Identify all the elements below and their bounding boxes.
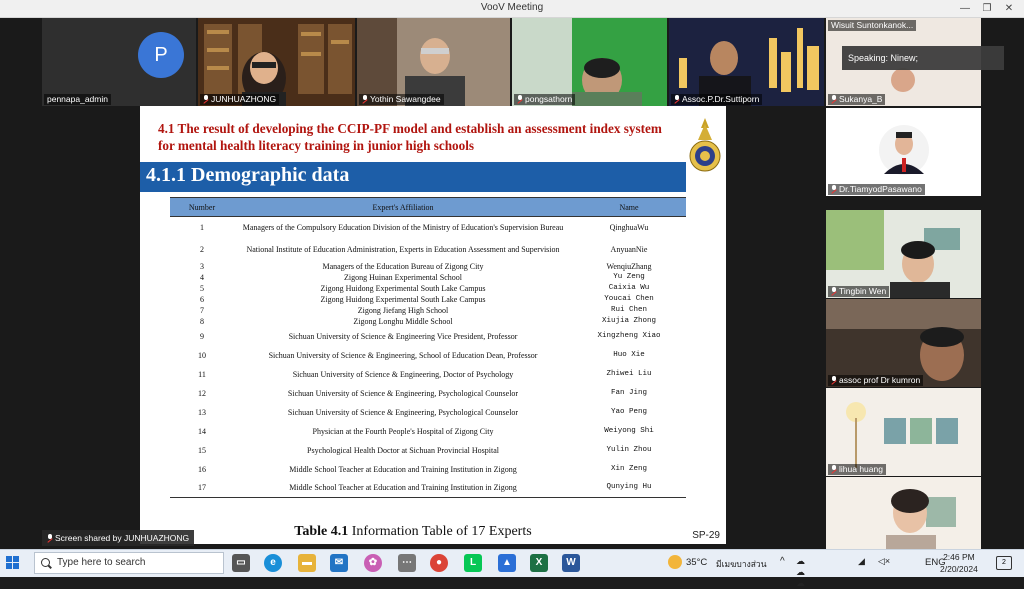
cell-number: 3 (200, 261, 204, 271)
table-row (170, 294, 686, 305)
word-icon[interactable]: W (562, 554, 580, 572)
section-bar (140, 162, 686, 192)
cell-number: 4 (200, 272, 204, 282)
cell-affiliation: National Institute of Education Administration, Experts in Education Assessment and Supervision (246, 245, 560, 254)
cell-affiliation: Middle School Teacher at Education and Training Institution in Zigong (289, 464, 517, 474)
mic-muted-icon (203, 95, 209, 103)
screen-share-indicator[interactable]: Screen shared by JUNHUAZHONG (42, 530, 194, 546)
participant-tile-junhuazhong[interactable] (198, 18, 355, 106)
window-title-bar (0, 0, 1024, 18)
col-number: Number (170, 198, 234, 217)
avatar: P (138, 32, 184, 78)
participant-name: Sukanya_B (828, 94, 885, 105)
cell-affiliation: Sichuan University of Science & Engineering, Psychological Counselor (287, 407, 519, 417)
cell-number: 13 (198, 407, 206, 417)
excel-icon[interactable]: X (530, 554, 548, 572)
participant-name: Tingbin Wen (828, 286, 889, 297)
mic-muted-icon (517, 95, 523, 103)
cell-name: Zhiwei Liu (606, 369, 652, 378)
table-row (170, 441, 686, 460)
input-language[interactable]: ENG (925, 557, 946, 568)
tray-app-icon[interactable]: ☁☁☁ (796, 556, 805, 588)
participant-tile-yothin[interactable] (357, 18, 510, 106)
cell-affiliation: Zigong Jiefang High School (357, 305, 449, 315)
mic-muted-icon (674, 95, 680, 103)
cell-number: 15 (198, 445, 206, 455)
table-row (170, 384, 686, 403)
clock-date: 2/20/2024 (940, 564, 978, 574)
cell-affiliation: Zigong Longhu Middle School (353, 316, 453, 326)
start-button[interactable] (6, 556, 20, 570)
mic-muted-icon (831, 465, 837, 473)
cell-name: Qunying Hu (572, 479, 686, 498)
cell-affiliation: Zigong Huidong Experimental South Lake Campus (320, 294, 486, 304)
cell-number: 14 (198, 426, 206, 436)
section-title: 4.1.1 Demographic data (146, 164, 350, 186)
participant-name: pennapa_admin (44, 94, 111, 105)
col-affiliation: Expert's Affiliation (234, 198, 572, 217)
line-icon[interactable]: L (464, 554, 482, 572)
participant-name: Assoc.P.Dr.Suttiporn (671, 94, 762, 105)
speaking-indicator: Speaking: Ninew; (842, 46, 1004, 70)
cell-number: 8 (200, 316, 204, 326)
close-button[interactable]: ✕ (1004, 3, 1014, 14)
video-frame (357, 18, 510, 106)
cell-number: 1 (200, 223, 204, 233)
participant-name: assoc prof Dr kumron (828, 375, 923, 386)
chevron-up-icon[interactable]: ^ (780, 556, 785, 567)
col-name: Name (572, 198, 686, 217)
shared-screen (140, 106, 726, 544)
voov-meeting-icon[interactable]: ▲ (498, 554, 516, 572)
weather-temperature[interactable]: 35°C (686, 557, 708, 568)
cell-affiliation: Psychological Health Doctor at Sichuan Provincial Hospital (307, 445, 499, 455)
cell-name: AnyuanNie (610, 245, 648, 254)
table-row (170, 316, 686, 327)
cell-name: Youcai Chen (604, 294, 654, 303)
cell-affiliation: Sichuan University of Science & Engineering, Psychological Counselor (287, 388, 519, 398)
app-icon[interactable]: ✿ (364, 554, 382, 572)
cell-name: Xin Zeng (610, 464, 647, 473)
cell-number: 17 (170, 479, 234, 498)
cell-number: 2 (200, 245, 204, 254)
participant-name: Yothin Sawangdee (359, 94, 444, 105)
participant-tile-tiamyod[interactable] (826, 108, 981, 196)
cell-name: Huo Xie (613, 350, 645, 359)
cell-name: Weiyong Shi (604, 426, 654, 435)
cell-affiliation: Managers of the Education Bureau of Zigong City (322, 261, 484, 271)
window-title: VooV Meeting (480, 2, 544, 13)
cell-affiliation: Sichuan University of Science & Engineering Vice President, Professor (288, 331, 518, 341)
participant-tile-kumron[interactable] (826, 299, 981, 387)
university-seal-icon (688, 116, 722, 178)
cell-number: 7 (200, 305, 204, 315)
participant-tile-pongsathorn[interactable] (512, 18, 667, 106)
table-row (170, 327, 686, 346)
mic-muted-icon (362, 95, 368, 103)
cell-name: Fan Jing (610, 388, 647, 397)
participant-name: JUNHUAZHONG (200, 94, 279, 105)
cell-affiliation: Zigong Huinan Experimental School (344, 272, 462, 282)
cell-number: 10 (198, 350, 206, 360)
taskbar-clock[interactable] (940, 551, 978, 575)
cell-name: WenqiuZhang (606, 261, 652, 271)
taskbar-search[interactable]: Type here to search (34, 552, 224, 574)
cell-name: Yao Peng (610, 407, 647, 416)
cell-number: 6 (200, 294, 204, 304)
cell-number: 12 (198, 388, 206, 398)
table-row (170, 346, 686, 365)
minimize-button[interactable]: — (960, 3, 970, 14)
windows-taskbar (0, 549, 1024, 588)
cell-affiliation: Physician at the Fourth People's Hospital of Zigong City (312, 426, 494, 436)
video-frame (826, 299, 981, 387)
restore-button[interactable]: ❐ (982, 3, 992, 14)
participant-name: Wisuit Suntonkanok... (828, 20, 916, 31)
mic-muted-icon (47, 534, 53, 542)
table-row (170, 422, 686, 441)
page-label: SP-29 (692, 530, 720, 541)
network-icon[interactable]: ◢ (858, 556, 865, 566)
video-frame (826, 108, 981, 196)
table-row (170, 460, 686, 479)
participant-tile-suttiporn[interactable] (669, 18, 824, 106)
participant-tile-pennapa[interactable] (42, 18, 196, 106)
participant-name: lihua huang (828, 464, 886, 475)
cell-name: Rui Chen (610, 305, 647, 314)
cell-affiliation: Middle School Teacher at Education and Training Institution in Zigong (234, 479, 572, 498)
task-view-icon[interactable]: ▭ (232, 554, 250, 572)
participant-tile-lihua[interactable] (826, 388, 981, 476)
mic-muted-icon (831, 95, 837, 103)
experts-table (170, 197, 686, 498)
app-icon[interactable]: ⋯ (398, 554, 416, 572)
video-frame (826, 477, 981, 549)
cell-name: QinghuaWu (609, 223, 649, 233)
cell-name: Xingzheng Xiao (597, 331, 661, 340)
mic-muted-icon (831, 287, 837, 295)
mic-muted-icon (831, 185, 837, 193)
cell-name: Yu Zeng (613, 272, 645, 281)
cell-affiliation: Managers of the Compulsory Education Division of the Ministry of Education's Supervision Bureau (242, 223, 564, 233)
table-caption: Table 4.1 Information Table of 17 Experts (294, 524, 532, 539)
video-frame (512, 18, 667, 106)
weather-icon[interactable] (668, 555, 682, 569)
table-row (170, 239, 686, 261)
cell-affiliation: Zigong Huidong Experimental South Lake Campus (320, 283, 486, 293)
file-explorer-icon[interactable]: ▬ (298, 554, 316, 572)
slide-heading: 4.1 The result of developing the CCIP-PF model and establish an assessment index system for mental health literacy training in junior high schools (158, 121, 662, 153)
cell-affiliation: Sichuan University of Science & Engineering, School of Education Dean, Professor (268, 350, 538, 360)
chrome-icon[interactable]: ● (430, 554, 448, 572)
table-row (170, 217, 686, 239)
cell-affiliation: Sichuan University of Science & Engineering, Doctor of Psychology (292, 369, 514, 379)
cell-name: Yulin Zhou (606, 445, 652, 454)
speaker-icon[interactable]: ◁× (878, 556, 891, 566)
cell-number: 5 (200, 283, 204, 293)
mail-icon[interactable]: ✉ (330, 554, 348, 572)
table-row (170, 365, 686, 384)
cell-number: 11 (198, 369, 206, 379)
meeting-stage (0, 18, 1024, 549)
weather-condition[interactable]: มีเมฆบางส่วน (716, 559, 767, 569)
table-row (170, 403, 686, 422)
edge-icon[interactable]: e (264, 554, 282, 572)
cell-number: 9 (200, 331, 204, 341)
notification-icon[interactable]: 2 (996, 556, 1012, 570)
cell-name: Xiujia Zhong (601, 316, 656, 325)
video-frame (826, 210, 981, 298)
video-frame (198, 18, 355, 106)
participant-tile-tingbin[interactable] (826, 210, 981, 298)
table-row (170, 305, 686, 316)
mic-muted-icon (831, 376, 837, 384)
table-row (170, 479, 686, 498)
video-frame (826, 388, 981, 476)
clock-time: 2:46 PM (943, 552, 975, 562)
participant-tile-unnamed[interactable] (826, 477, 981, 549)
table-row (170, 261, 686, 272)
cell-name: Caixia Wu (608, 283, 650, 292)
table-row (170, 283, 686, 294)
participant-name: Dr.TiamyodPasawano (828, 184, 925, 195)
cell-number: 16 (198, 464, 206, 474)
video-frame (669, 18, 824, 106)
table-row (170, 272, 686, 283)
search-icon (41, 558, 50, 567)
participant-name: pongsathorn (514, 94, 575, 105)
